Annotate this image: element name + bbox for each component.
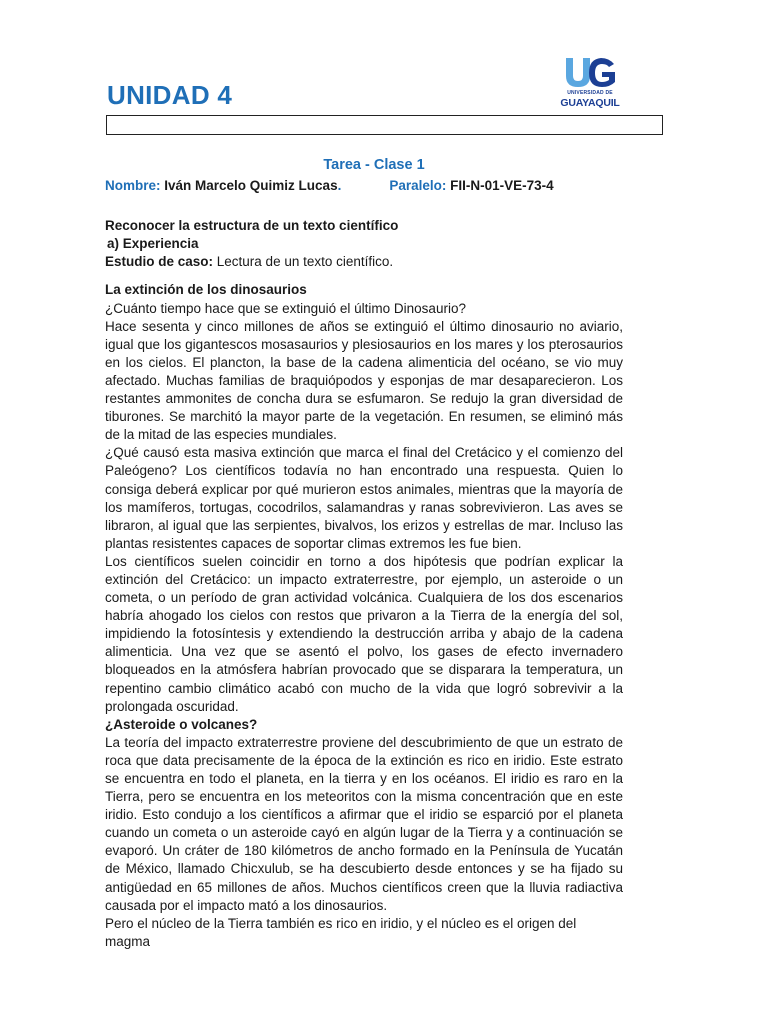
- task-title: Tarea - Clase 1: [323, 157, 425, 173]
- article-paragraph-3: Los científicos suelen coincidir en torno a dos hipótesis que podrían explicar la extinción del Cretácico: un impacto extraterrestre, por ejemplo, un asteroide o un cometa, o un período de gran actividad volcánica. Cualquiera de los dos escenarios habría ahogado los cielos con restos que privaron a la Tierra de la energía del sol, impidiendo la fotosíntesis y extendiendo la destrucción arriba y abajo de la cadena alimenticia. Una vez que se asentó el polvo, los gases de efecto invernadero bloqueados en la atmósfera habrían provocado que se disparara la temperatura, un repentino cambio climático acabó con mucho de la vida que logró sobrevivir a la prolongada oscuridad.: [105, 553, 623, 714]
- header-box: [106, 115, 663, 135]
- article-question: ¿Cuánto tiempo hace que se extinguió el último Dinosaurio?: [105, 300, 466, 316]
- student-info-row: [105, 177, 623, 195]
- article-paragraph-1: Hace sesenta y cinco millones de años se extinguió el último dinosaurio no aviario, igual que los gigantescos mosasaurios y plesiosaurios en los mares y los pterosaurios en los cielos. El plancton, la base de la cadena alimenticia del océano, se vio muy afectado. Muchas familias de braquiópodos y esponjas de mar desaparecieron. Los restantes ammonites de concha dura se esfumaron. Se redujo la gran diversidad de tiburones. Se marchitó la mayor parte de la vegetación. En resumen, se eliminó más de la mitad de las especies mundiales.: [105, 318, 623, 443]
- article-paragraph-2: ¿Qué causó esta masiva extinción que marca el final del Cretácico y el comienzo del Paleógeno? Los científicos todavía no han encontrado una respuesta. Quien lo consiga deberá explicar por qué murieron estos animales, mientras que la mayoría de los mamíferos, tortugas, cocodrilos, salamandras y ranas sobrevivieron. Las aves se libraron, al igual que las serpientes, bivalvos, los erizos y estrellas de mar. Incluso las plantas resistentes capaces de soportar climas extremos les fue bien.: [105, 445, 623, 551]
- unit-title: UNIDAD 4: [107, 80, 233, 110]
- case-study-line: [105, 253, 623, 271]
- document-body: [105, 156, 623, 951]
- article-title: La extinción de los dinosaurios: [105, 282, 307, 298]
- university-logo: [552, 56, 628, 112]
- intro-heading: Reconocer la estructura de un texto científico: [105, 218, 399, 234]
- logo-caption: UNIVERSIDAD DE: [567, 90, 613, 96]
- case-value: Lectura de un texto científico.: [213, 254, 394, 270]
- case-label: Estudio de caso:: [105, 254, 214, 270]
- article-subheading: ¿Asteroide o volcanes?: [105, 716, 258, 732]
- section-value: FII-N-01-VE-73-4: [446, 178, 554, 194]
- section-label: Paralelo:: [389, 178, 447, 194]
- name-label: Nombre:: [105, 178, 161, 194]
- ug-monogram-icon: [552, 56, 628, 92]
- logo-name: GUAYAQUIL: [560, 97, 620, 109]
- article-paragraph-4: La teoría del impacto extraterrestre proviene del descubrimiento de que un estrato de roca que data precisamente de la época de la extinción es rico en iridio. Este estrato se encuentra en todo el planeta, en la tierra y en los océanos. El iridio es raro en la Tierra, pero se encuentra en los meteoritos con la misma concentración que en este iridio. Esto condujo a los científicos a afirmar que el iridio se esparció por el planeta cuando un cometa o un asteroide cayó en algún lugar de la Tierra y a continuación se evaporó. Un cráter de 180 kilómetros de ancho formado en la Península de Yucatán de México, llamado Chicxulub, se ha descubierto desde entonces y se ha fijado su antigüedad en 65 millones de años. Muchos científicos creen que la lluvia radiactiva causada por el impacto mató a los dinosaurios.: [105, 734, 623, 913]
- student-name: Iván Marcelo Quimiz Lucas: [160, 178, 338, 194]
- name-dot: .: [337, 178, 342, 194]
- article-paragraph-5: Pero el núcleo de la Tierra también es rico en iridio, y el núcleo es el origen del magma: [105, 915, 577, 949]
- intro-sub: a) Experiencia: [107, 236, 199, 252]
